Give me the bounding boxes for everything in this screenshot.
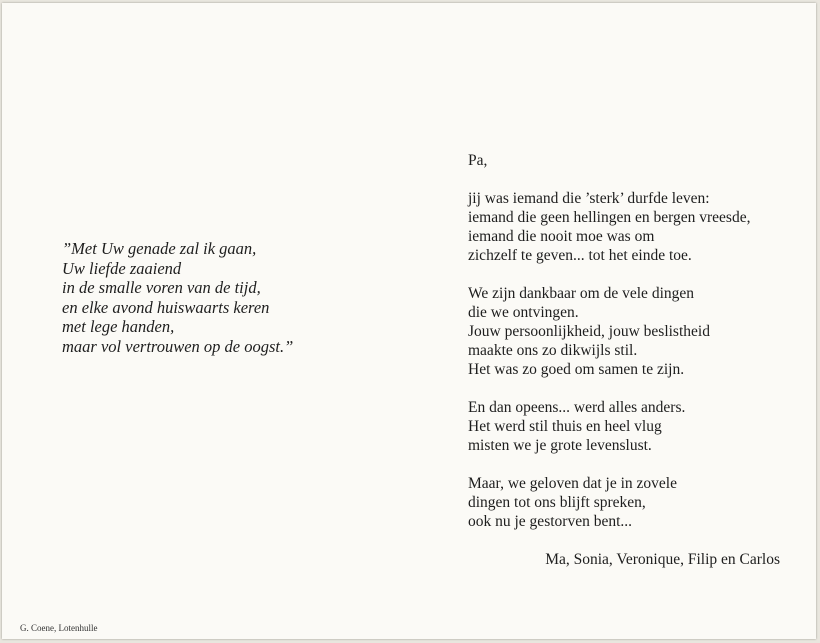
- letter-line: maakte ons zo dikwijls stil.: [468, 342, 638, 359]
- quote-line: maar vol vertrouwen op de oogst.”: [62, 336, 294, 356]
- letter-line: iemand die nooit moe was om: [468, 228, 655, 245]
- letter-line: iemand die geen hellingen en bergen vreesde,: [468, 209, 751, 226]
- letter-signature: Ma, Sonia, Veronique, Filip en Carlos: [545, 551, 780, 568]
- letter-paragraph: [468, 284, 788, 379]
- quote-line: en elke avond huiswaarts keren: [62, 297, 270, 317]
- letter-line: En dan opeens... werd alles anders.: [468, 399, 686, 416]
- printer-credit: G. Coene, Lotenhulle: [20, 623, 98, 633]
- letter-line: ook nu je gestorven bent...: [468, 513, 633, 530]
- letter-line: We zijn dankbaar om de vele dingen: [468, 285, 694, 302]
- letter-paragraph: [468, 398, 788, 455]
- letter-paragraph: [468, 189, 788, 265]
- memorial-card: [2, 3, 816, 639]
- letter-line: dingen tot ons blijft spreken,: [468, 494, 646, 511]
- quote-block: [62, 239, 293, 356]
- letter-block: [468, 151, 788, 569]
- letter-greeting: Pa,: [468, 152, 488, 169]
- quote-line: in de smalle voren van de tijd,: [62, 278, 261, 297]
- letter-line: misten we je grote levenslust.: [468, 437, 652, 454]
- letter-line: Jouw persoonlijkheid, jouw beslistheid: [468, 323, 710, 340]
- letter-line: zichzelf te geven... tot het einde toe.: [468, 247, 692, 264]
- letter-paragraph: [468, 474, 788, 531]
- quote-line: Uw liefde zaaiend: [62, 258, 182, 278]
- quote-line: met lege handen,: [62, 317, 175, 336]
- quote-line: ”Met Uw genade zal ik gaan,: [62, 239, 257, 258]
- letter-line: jij was iemand die ’sterk’ durfde leven:: [468, 190, 710, 207]
- letter-line: Het werd stil thuis en heel vlug: [468, 418, 662, 435]
- letter-line: die we ontvingen.: [468, 304, 579, 321]
- letter-line: Het was zo goed om samen te zijn.: [468, 361, 685, 378]
- letter-line: Maar, we geloven dat je in zovele: [468, 475, 677, 492]
